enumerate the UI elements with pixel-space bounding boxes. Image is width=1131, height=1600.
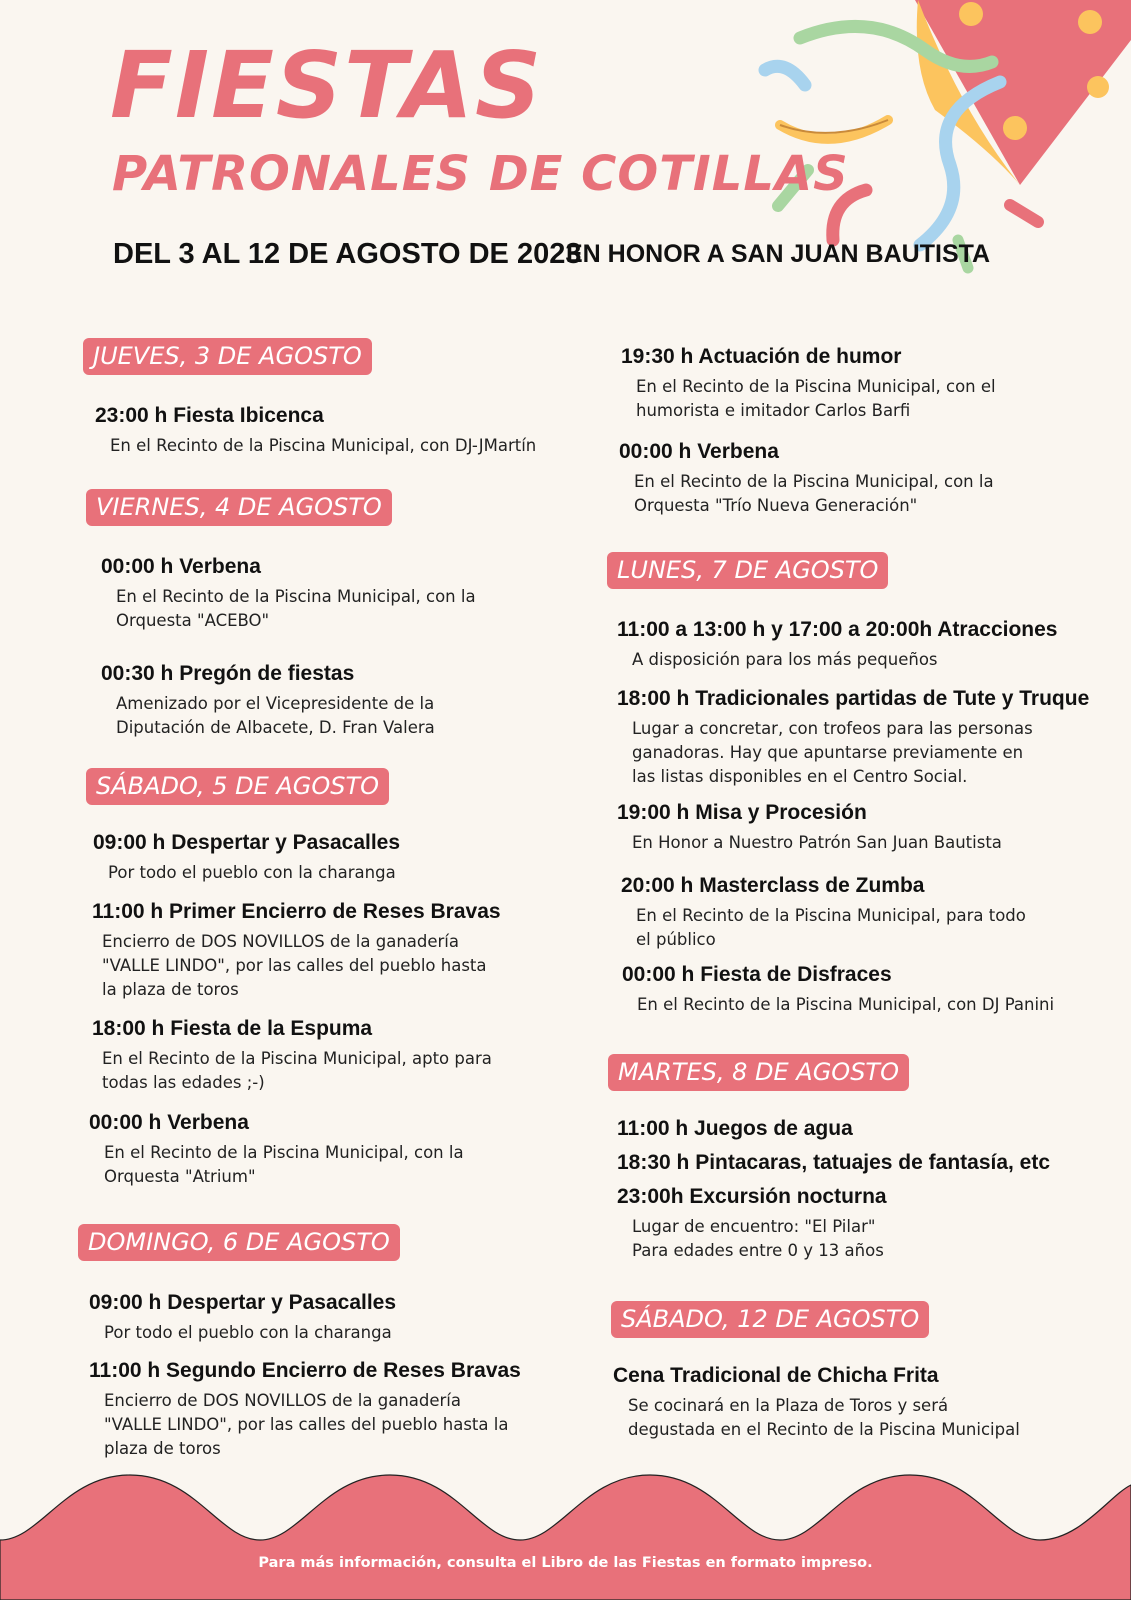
event-title: 18:00 h Fiesta de la Espuma [92,1017,373,1040]
event-title: 09:00 h Despertar y Pasacalles [93,831,401,854]
event-verbena [89,1110,464,1189]
event-description: Lugar de encuentro: "El Pilar" Para edades entre 0 y 13 años [632,1217,884,1260]
event-title: 19:00 h Misa y Procesión [617,801,867,824]
event-title: 00:00 h Verbena [619,440,779,463]
event-chicha-frita [613,1363,1020,1442]
event-title: 11:00 h Segundo Encierro de Reses Bravas [89,1359,521,1382]
day-badge-sabado-12: SÁBADO, 12 DE AGOSTO [611,1301,929,1338]
event-title: 11:00 h Juegos de agua [617,1117,853,1140]
event-description: En el Recinto de la Piscina Municipal, con DJ-JMartín [110,436,537,455]
day-badge-jueves: JUEVES, 3 DE AGOSTO [83,338,372,375]
event-description: En el Recinto de la Piscina Municipal, para todo el público [636,906,1026,949]
event-despertar [89,1290,396,1345]
event-description: Lugar a concretar, con trofeos para las personas ganadoras. Hay que apuntarse previamente en las listas disponibles en el Centro Social. [632,719,1033,786]
event-title: 00:00 h Verbena [101,555,261,578]
event-pregon [101,661,435,740]
title-fiestas: FIESTAS [110,32,544,139]
event-title: 00:00 h Fiesta de Disfraces [622,963,892,986]
event-misa-procesion [617,800,1002,855]
event-description: En el Recinto de la Piscina Municipal, con la Orquesta "Atrium" [104,1143,464,1186]
event-segundo-encierro [89,1358,521,1461]
footer-info: Para más información, consulta el Libro de las Fiestas en formato impreso. [258,1555,873,1571]
event-tute-truque [617,686,1089,789]
event-description: Encierro de DOS NOVILLOS de la ganadería "VALLE LINDO", por las calles del pueblo hasta la plaza de toros [102,932,487,999]
event-actuacion-humor [621,344,996,423]
event-description: Se cocinará en la Plaza de Toros y será degustada en el Recinto de la Piscina Municipal [628,1396,1020,1439]
event-verbena [619,439,994,518]
event-description: Encierro de DOS NOVILLOS de la ganadería "VALLE LINDO", por las calles del pueblo hasta la plaza de toros [104,1391,509,1458]
event-description: En el Recinto de la Piscina Municipal, con la Orquesta "Trío Nueva Generación" [634,472,994,515]
event-description: Amenizado por el Vicepresidente de la Diputación de Albacete, D. Fran Valera [116,694,435,737]
event-title: 19:30 h Actuación de humor [621,345,902,368]
hat-dot-icon [1087,76,1109,98]
footer-wave [0,1470,1131,1600]
event-fiesta-disfraces [622,962,1054,1017]
festival-dates: DEL 3 AL 12 DE AGOSTO DE 2023 [113,238,582,270]
festival-honor: EN HONOR A SAN JUAN BAUTISTA [566,240,991,268]
event-fiesta-espuma [92,1016,492,1095]
event-title: 09:00 h Despertar y Pasacalles [89,1291,397,1314]
day-badge-sabado-5: SÁBADO, 5 DE AGOSTO [86,768,389,805]
event-description: En Honor a Nuestro Patrón San Juan Bautista [632,833,1002,852]
event-title: 23:00 h Fiesta Ibicenca [95,404,324,427]
title-patronales: PATRONALES DE COTILLAS [112,146,849,202]
event-despertar [93,830,400,885]
day-badge-lunes: LUNES, 7 DE AGOSTO [607,552,888,589]
event-atracciones [617,617,1058,672]
hat-dot-icon [959,2,983,26]
event-excursion-nocturna [617,1184,887,1263]
event-pintacaras [617,1150,1050,1176]
event-title: 23:00h Excursión nocturna [617,1185,887,1208]
hat-dot-icon [1003,116,1027,140]
event-description: Por todo el pueblo con la charanga [108,863,396,882]
event-description: En el Recinto de la Piscina Municipal, apto para todas las edades ;-) [102,1049,492,1092]
hat-dot-icon [1078,10,1102,34]
event-description: En el Recinto de la Piscina Municipal, con la Orquesta "ACEBO" [116,587,476,630]
day-badge-domingo: DOMINGO, 6 DE AGOSTO [78,1224,400,1261]
day-badge-martes: MARTES, 8 DE AGOSTO [608,1054,909,1091]
event-juegos-agua [617,1116,853,1142]
event-title: 18:30 h Pintacaras, tatuajes de fantasía, etc [617,1151,1051,1174]
event-verbena [101,554,476,633]
event-zumba [621,873,1026,952]
event-title: 00:00 h Verbena [89,1111,249,1134]
event-description: A disposición para los más pequeños [632,650,938,669]
event-title: 11:00 a 13:00 h y 17:00 a 20:00h Atracciones [617,618,1058,641]
event-title: 11:00 h Primer Encierro de Reses Bravas [92,900,501,923]
event-title: 00:30 h Pregón de fiestas [101,662,355,685]
event-title: 20:00 h Masterclass de Zumba [621,874,925,897]
event-primer-encierro [92,899,501,1002]
event-fiesta-ibicenca [95,403,536,458]
event-title: 18:00 h Tradicionales partidas de Tute y Truque [617,687,1090,710]
day-badge-viernes: VIERNES, 4 DE AGOSTO [86,489,392,526]
event-title: Cena Tradicional de Chicha Frita [613,1364,939,1387]
event-description: Por todo el pueblo con la charanga [104,1323,392,1342]
event-description: En el Recinto de la Piscina Municipal, con el humorista e imitador Carlos Barfi [636,377,996,420]
event-description: En el Recinto de la Piscina Municipal, con DJ Panini [637,995,1055,1014]
